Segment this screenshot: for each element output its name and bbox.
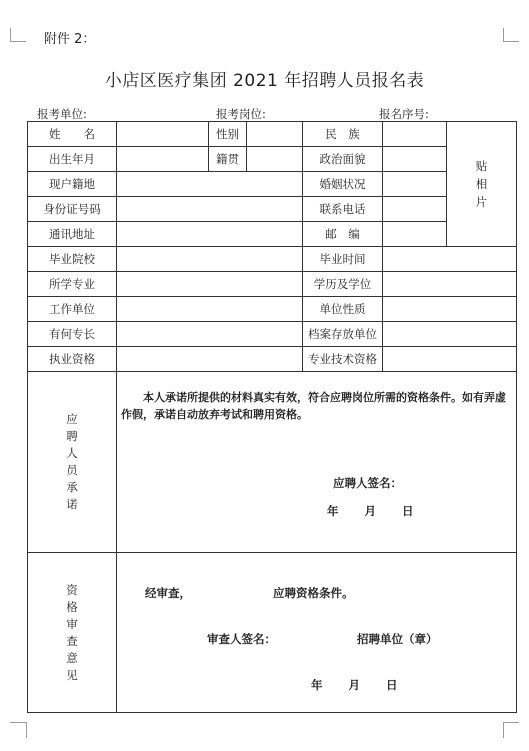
crop-mark [26, 722, 27, 738]
field-gender[interactable] [247, 122, 303, 147]
crop-mark [503, 722, 504, 738]
field-grad-time[interactable] [383, 247, 517, 272]
review-condition-text: 应聘资格条件。 [273, 586, 354, 600]
field-school[interactable] [117, 247, 303, 272]
label-hukou: 现户籍地 [28, 172, 117, 197]
label-work-unit: 工作单位 [28, 297, 117, 322]
field-unit-nature[interactable] [383, 297, 517, 322]
label-school: 毕业院校 [28, 247, 117, 272]
crop-mark [10, 722, 26, 723]
crop-mark [503, 28, 504, 42]
field-postcode[interactable] [383, 222, 447, 247]
label-degree: 学历及学位 [303, 272, 383, 297]
field-degree[interactable] [383, 272, 517, 297]
crop-mark [10, 41, 26, 42]
recruiting-unit-stamp-label: 招聘单位（章） [357, 632, 438, 646]
field-specialty[interactable] [117, 322, 303, 347]
reviewer-signature-label: 审查人签名： [207, 632, 276, 646]
crop-mark [503, 722, 519, 723]
header-number: 报名序号: [379, 107, 429, 121]
field-birth[interactable] [117, 147, 209, 172]
header-position: 报考岗位: [216, 107, 266, 121]
photo-label: 贴 相 片 [475, 159, 488, 209]
label-unit-nature: 单位性质 [303, 297, 383, 322]
field-major[interactable] [117, 272, 303, 297]
field-tech-qual[interactable] [383, 347, 517, 372]
label-name: 姓 名 [28, 122, 117, 147]
label-archive: 档案存放单位 [303, 322, 383, 347]
label-license: 执业资格 [28, 347, 117, 372]
promise-heading: 应 聘 人 员 承 诺 [66, 412, 78, 511]
review-heading: 资 格 审 查 意 见 [66, 582, 78, 682]
label-gender: 性别 [209, 122, 247, 147]
field-name[interactable] [117, 122, 209, 147]
registration-form [27, 121, 517, 713]
applicant-signature-label: 应聘人签名： [333, 476, 402, 490]
document-title: 小店区医疗集团 2021 年招聘人员报名表 [104, 71, 425, 91]
field-phone[interactable] [383, 197, 447, 222]
applicant-date: 年 月 日 [327, 504, 414, 518]
label-grad-time: 毕业时间 [303, 247, 383, 272]
field-hukou[interactable] [117, 172, 303, 197]
label-id: 身份证号码 [28, 197, 117, 222]
promise-text: 本人承诺所提供的材料真实有效，符合应聘岗位所需的资格条件。如有弄虚作假，承诺自动放弃考试和聘用资格。 [121, 391, 506, 421]
promise-section [117, 372, 517, 553]
attachment-label: 附件 2： [44, 32, 96, 47]
field-marital[interactable] [383, 172, 447, 197]
label-native: 籍贯 [209, 147, 247, 172]
review-section [117, 553, 517, 713]
photo-box[interactable] [447, 122, 517, 247]
crop-mark [10, 28, 11, 42]
label-political: 政治面貌 [303, 147, 383, 172]
field-work-unit[interactable] [117, 297, 303, 322]
header-unit: 报考单位: [37, 107, 87, 121]
label-ethnicity: 民 族 [303, 122, 383, 147]
field-archive[interactable] [383, 322, 517, 347]
review-checked-text: 经审查， [145, 586, 191, 600]
field-id[interactable] [117, 197, 303, 222]
label-tech-qual: 专业技术资格 [303, 347, 383, 372]
label-review [28, 553, 117, 713]
crop-mark [503, 41, 519, 42]
label-major: 所学专业 [28, 272, 117, 297]
label-postcode: 邮 编 [303, 222, 383, 247]
label-phone: 联系电话 [303, 197, 383, 222]
field-native[interactable] [247, 147, 303, 172]
field-ethnicity[interactable] [383, 122, 447, 147]
label-promise [28, 372, 117, 553]
label-address: 通讯地址 [28, 222, 117, 247]
label-specialty: 有何专长 [28, 322, 117, 347]
field-political[interactable] [383, 147, 447, 172]
label-marital: 婚姻状况 [303, 172, 383, 197]
field-license[interactable] [117, 347, 303, 372]
field-address[interactable] [117, 222, 303, 247]
review-date: 年 月 日 [311, 678, 398, 692]
label-birth: 出生年月 [28, 147, 117, 172]
